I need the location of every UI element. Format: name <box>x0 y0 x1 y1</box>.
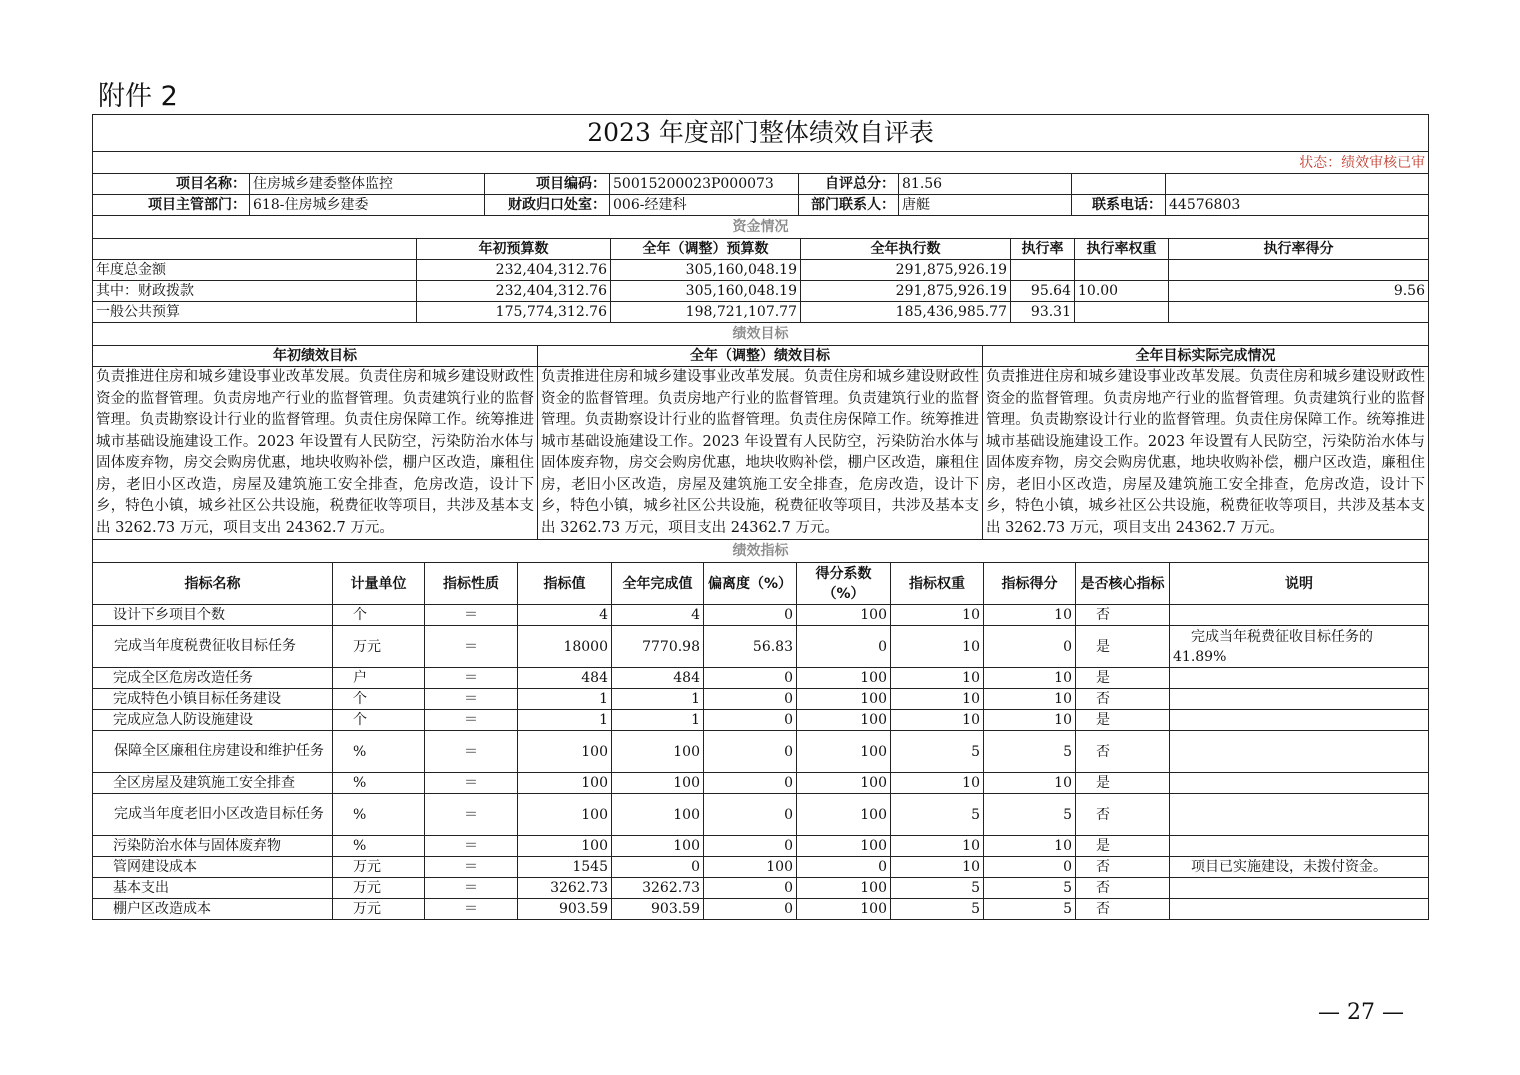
exec-weight: 10.00 <box>1075 281 1169 302</box>
completed-value: 0 <box>612 857 704 878</box>
ind-header: 偏离度（%） <box>704 563 797 605</box>
ind-header: 得分系数（%） <box>797 563 891 605</box>
table-row <box>93 731 1429 773</box>
executed-amount: 291,875,926.19 <box>801 260 1011 281</box>
score-coefficient: 0 <box>797 626 891 668</box>
nature: ＝ <box>425 794 518 836</box>
score-coefficient: 100 <box>797 899 891 920</box>
completed-value: 1 <box>612 710 704 731</box>
remark <box>1170 773 1429 794</box>
nature: ＝ <box>425 899 518 920</box>
ind-header: 是否核心指标 <box>1076 563 1170 605</box>
unit: % <box>333 836 425 857</box>
deviation: 0 <box>704 668 797 689</box>
ind-header: 指标值 <box>518 563 612 605</box>
indicator-score: 10 <box>984 773 1076 794</box>
target-value: 100 <box>518 731 612 773</box>
indicator-name: 全区房屋及建筑施工安全排查 <box>93 773 333 794</box>
deviation: 0 <box>704 731 797 773</box>
page-title: 2023 年度部门整体绩效自评表 <box>93 115 1429 152</box>
indicator-weight: 10 <box>891 836 984 857</box>
nature: ＝ <box>425 773 518 794</box>
row-label: 年度总金额 <box>93 260 417 281</box>
header-table <box>92 114 1429 216</box>
target-value: 903.59 <box>518 899 612 920</box>
adjusted-goal-text: 负责推进住房和城乡建设事业改革发展。负责住房和城乡建设财政性资金的监督管理。负责房地产行业的监督管理。负责建筑行业的监督管理。负责勘察设计行业的监督管理。负责住房保障工作。统筹推进城市基础设施建设工作。2023 年设置有人民防空，污染防治水体与固体废弃物，房交会购房优惠，地块收购补偿，棚户区改造，廉租住房，老旧小区改造，房屋及建筑施工安全排查，危房改造，设计下乡，特色小镇，城乡社区公共设施，税费征收等项目，共涉及基本支出 3262.73 万元，项目支出 24362.7 万元。 <box>538 367 983 540</box>
is-core: 否 <box>1076 878 1170 899</box>
target-value: 100 <box>518 836 612 857</box>
completed-value: 903.59 <box>612 899 704 920</box>
indicator-score: 10 <box>984 689 1076 710</box>
indicator-weight: 10 <box>891 710 984 731</box>
is-core: 否 <box>1076 605 1170 626</box>
indicator-name: 基本支出 <box>93 878 333 899</box>
score-value: 81.56 <box>899 174 1072 195</box>
indicators-section-title: 绩效指标 <box>93 540 1429 563</box>
unit: % <box>333 794 425 836</box>
exec-rate: 93.31 <box>1011 302 1075 323</box>
score-coefficient: 100 <box>797 773 891 794</box>
score-coefficient: 100 <box>797 794 891 836</box>
funds-row <box>93 281 1429 302</box>
nature: ＝ <box>425 857 518 878</box>
nature: ＝ <box>425 836 518 857</box>
is-core: 是 <box>1076 626 1170 668</box>
nature: ＝ <box>425 710 518 731</box>
completed-value: 3262.73 <box>612 878 704 899</box>
funds-header: 全年（调整）预算数 <box>611 239 801 260</box>
indicator-name: 完成当年度税费征收目标任务 <box>93 626 333 668</box>
deviation: 100 <box>704 857 797 878</box>
score-coefficient: 100 <box>797 836 891 857</box>
remark <box>1170 836 1429 857</box>
adjusted-budget: 305,160,048.19 <box>611 260 801 281</box>
remark <box>1170 899 1429 920</box>
initial-budget: 232,404,312.76 <box>417 281 611 302</box>
indicator-name: 保障全区廉租住房建设和维护任务 <box>93 731 333 773</box>
completed-value: 100 <box>612 794 704 836</box>
unit: 个 <box>333 710 425 731</box>
deviation: 0 <box>704 689 797 710</box>
indicator-name: 完成应急人防设施建设 <box>93 710 333 731</box>
remark <box>1170 605 1429 626</box>
table-row <box>93 794 1429 836</box>
funds-header: 执行率 <box>1011 239 1075 260</box>
target-value: 4 <box>518 605 612 626</box>
table-row <box>93 626 1429 668</box>
indicator-score: 5 <box>984 731 1076 773</box>
ind-header: 指标权重 <box>891 563 984 605</box>
project-code-label: 项目编码： <box>485 174 610 195</box>
indicator-weight: 5 <box>891 878 984 899</box>
score-coefficient: 100 <box>797 668 891 689</box>
nature: ＝ <box>425 689 518 710</box>
target-value: 100 <box>518 773 612 794</box>
indicator-score: 0 <box>984 857 1076 878</box>
attachment-label: 附件 2 <box>98 81 178 112</box>
indicator-name: 完成全区危房改造任务 <box>93 668 333 689</box>
indicator-weight: 10 <box>891 626 984 668</box>
finance-value: 006-经建科 <box>610 195 799 216</box>
initial-budget: 175,774,312.76 <box>417 302 611 323</box>
target-value: 100 <box>518 794 612 836</box>
funds-header: 全年执行数 <box>801 239 1011 260</box>
dept-value: 618-住房城乡建委 <box>250 195 485 216</box>
ind-header: 指标名称 <box>93 563 333 605</box>
executed-amount: 185,436,985.77 <box>801 302 1011 323</box>
is-core: 否 <box>1076 899 1170 920</box>
indicator-weight: 5 <box>891 731 984 773</box>
project-name: 住房城乡建委整体监控 <box>250 174 485 195</box>
finance-label: 财政归口处室： <box>485 195 610 216</box>
nature: ＝ <box>425 731 518 773</box>
remark <box>1170 710 1429 731</box>
project-code: 50015200023P000073 <box>610 174 799 195</box>
exec-score: 9.56 <box>1169 281 1429 302</box>
completed-value: 7770.98 <box>612 626 704 668</box>
funds-table <box>92 215 1429 323</box>
is-core: 否 <box>1076 689 1170 710</box>
target-value: 1 <box>518 689 612 710</box>
unit: 万元 <box>333 857 425 878</box>
indicator-score: 5 <box>984 878 1076 899</box>
ind-header: 全年完成值 <box>612 563 704 605</box>
is-core: 是 <box>1076 710 1170 731</box>
indicator-weight: 10 <box>891 689 984 710</box>
goals-header: 年初绩效目标 <box>93 346 538 367</box>
remark <box>1170 668 1429 689</box>
deviation: 0 <box>704 899 797 920</box>
score-coefficient: 100 <box>797 731 891 773</box>
funds-section-title: 资金情况 <box>93 216 1429 239</box>
score-coefficient: 100 <box>797 605 891 626</box>
unit: 万元 <box>333 899 425 920</box>
exec-score <box>1169 302 1429 323</box>
unit: 个 <box>333 605 425 626</box>
table-row <box>93 836 1429 857</box>
indicator-name: 棚户区改造成本 <box>93 899 333 920</box>
goals-header: 全年（调整）绩效目标 <box>538 346 983 367</box>
adjusted-budget: 198,721,107.77 <box>611 302 801 323</box>
funds-row <box>93 260 1429 281</box>
is-core: 否 <box>1076 731 1170 773</box>
empty-cell <box>1072 174 1166 195</box>
indicator-score: 10 <box>984 710 1076 731</box>
goals-section-title: 绩效目标 <box>93 323 1429 346</box>
indicator-score: 10 <box>984 836 1076 857</box>
funds-header: 执行率权重 <box>1075 239 1169 260</box>
table-row <box>93 857 1429 878</box>
remark <box>1170 794 1429 836</box>
indicator-weight: 10 <box>891 668 984 689</box>
unit: 万元 <box>333 878 425 899</box>
completed-value: 100 <box>612 773 704 794</box>
table-row <box>93 605 1429 626</box>
exec-rate: 95.64 <box>1011 281 1075 302</box>
completed-value: 100 <box>612 731 704 773</box>
deviation: 0 <box>704 773 797 794</box>
is-core: 否 <box>1076 794 1170 836</box>
indicator-name: 管网建设成本 <box>93 857 333 878</box>
contact-value: 唐艇 <box>899 195 1072 216</box>
table-row <box>93 710 1429 731</box>
target-value: 3262.73 <box>518 878 612 899</box>
initial-goal-text: 负责推进住房和城乡建设事业改革发展。负责住房和城乡建设财政性资金的监督管理。负责房地产行业的监督管理。负责建筑行业的监督管理。负责勘察设计行业的监督管理。负责住房保障工作。统筹推进城市基础设施建设工作。2023 年设置有人民防空，污染防治水体与固体废弃物，房交会购房优惠，地块收购补偿，棚户区改造，廉租住房，老旧小区改造，房屋及建筑施工安全排查，危房改造，设计下乡，特色小镇，城乡社区公共设施，税费征收等项目，共涉及基本支出 3262.73 万元，项目支出 24362.7 万元。 <box>93 367 538 540</box>
indicator-weight: 10 <box>891 773 984 794</box>
ind-header: 指标得分 <box>984 563 1076 605</box>
indicator-weight: 5 <box>891 794 984 836</box>
table-row <box>93 668 1429 689</box>
indicator-weight: 10 <box>891 605 984 626</box>
target-value: 18000 <box>518 626 612 668</box>
completed-value: 100 <box>612 836 704 857</box>
ind-header: 说明 <box>1170 563 1429 605</box>
exec-score <box>1169 260 1429 281</box>
indicator-name: 完成当年度老旧小区改造目标任务 <box>93 794 333 836</box>
table-row <box>93 899 1429 920</box>
row-label: 一般公共预算 <box>93 302 417 323</box>
is-core: 是 <box>1076 836 1170 857</box>
exec-weight <box>1075 260 1169 281</box>
remark <box>1170 731 1429 773</box>
exec-weight <box>1075 302 1169 323</box>
adjusted-budget: 305,160,048.19 <box>611 281 801 302</box>
indicator-score: 5 <box>984 794 1076 836</box>
nature: ＝ <box>425 605 518 626</box>
unit: 万元 <box>333 626 425 668</box>
score-coefficient: 100 <box>797 710 891 731</box>
is-core: 是 <box>1076 668 1170 689</box>
status-badge: 状态：绩效审核已审 <box>93 152 1429 174</box>
phone-value: 44576803 <box>1166 195 1429 216</box>
nature: ＝ <box>425 626 518 668</box>
indicator-score: 0 <box>984 626 1076 668</box>
unit: 户 <box>333 668 425 689</box>
dept-label: 项目主管部门： <box>93 195 250 216</box>
initial-budget: 232,404,312.76 <box>417 260 611 281</box>
indicator-score: 10 <box>984 605 1076 626</box>
unit: % <box>333 773 425 794</box>
completed-value: 484 <box>612 668 704 689</box>
table-row <box>93 689 1429 710</box>
funds-header: 年初预算数 <box>417 239 611 260</box>
indicator-score: 10 <box>984 668 1076 689</box>
nature: ＝ <box>425 668 518 689</box>
deviation: 0 <box>704 710 797 731</box>
executed-amount: 291,875,926.19 <box>801 281 1011 302</box>
empty-cell <box>93 239 417 260</box>
goals-header: 全年目标实际完成情况 <box>983 346 1429 367</box>
row-label: 其中：财政拨款 <box>93 281 417 302</box>
indicator-score: 5 <box>984 899 1076 920</box>
target-value: 1545 <box>518 857 612 878</box>
unit: % <box>333 731 425 773</box>
contact-label: 部门联系人： <box>799 195 899 216</box>
table-row <box>93 878 1429 899</box>
remark <box>1170 689 1429 710</box>
goals-table <box>92 322 1429 540</box>
score-coefficient: 100 <box>797 878 891 899</box>
is-core: 是 <box>1076 773 1170 794</box>
evaluation-sheet <box>92 114 1428 920</box>
page-number: — 27 — <box>1318 1000 1404 1025</box>
actual-goal-text: 负责推进住房和城乡建设事业改革发展。负责住房和城乡建设财政性资金的监督管理。负责房地产行业的监督管理。负责建筑行业的监督管理。负责勘察设计行业的监督管理。负责住房保障工作。统筹推进城市基础设施建设工作。2023 年设置有人民防空，污染防治水体与固体废弃物，房交会购房优惠，地块收购补偿，棚户区改造，廉租住房，老旧小区改造，房屋及建筑施工安全排查，危房改造，设计下乡，特色小镇，城乡社区公共设施，税费征收等项目，共涉及基本支出 3262.73 万元，项目支出 24362.7 万元。 <box>983 367 1429 540</box>
deviation: 0 <box>704 878 797 899</box>
score-label: 自评总分： <box>799 174 899 195</box>
ind-header: 指标性质 <box>425 563 518 605</box>
completed-value: 1 <box>612 689 704 710</box>
deviation: 56.83 <box>704 626 797 668</box>
target-value: 1 <box>518 710 612 731</box>
funds-header: 执行率得分 <box>1169 239 1429 260</box>
remark: 项目已实施建设，未拨付资金。 <box>1170 857 1429 878</box>
completed-value: 4 <box>612 605 704 626</box>
exec-rate <box>1011 260 1075 281</box>
target-value: 484 <box>518 668 612 689</box>
indicator-weight: 10 <box>891 857 984 878</box>
ind-header: 计量单位 <box>333 563 425 605</box>
indicator-name: 设计下乡项目个数 <box>93 605 333 626</box>
score-coefficient: 100 <box>797 689 891 710</box>
deviation: 0 <box>704 836 797 857</box>
unit: 个 <box>333 689 425 710</box>
table-row <box>93 773 1429 794</box>
project-name-label: 项目名称： <box>93 174 250 195</box>
deviation: 0 <box>704 605 797 626</box>
remark: 完成当年税费征收目标任务的 41.89% <box>1170 626 1429 668</box>
indicator-weight: 5 <box>891 899 984 920</box>
phone-label: 联系电话： <box>1072 195 1166 216</box>
empty-cell <box>1166 174 1429 195</box>
deviation: 0 <box>704 794 797 836</box>
indicator-name: 完成特色小镇目标任务建设 <box>93 689 333 710</box>
funds-row <box>93 302 1429 323</box>
indicator-name: 污染防治水体与固体废弃物 <box>93 836 333 857</box>
remark <box>1170 878 1429 899</box>
indicators-table <box>92 539 1429 920</box>
nature: ＝ <box>425 878 518 899</box>
is-core: 否 <box>1076 857 1170 878</box>
score-coefficient: 0 <box>797 857 891 878</box>
